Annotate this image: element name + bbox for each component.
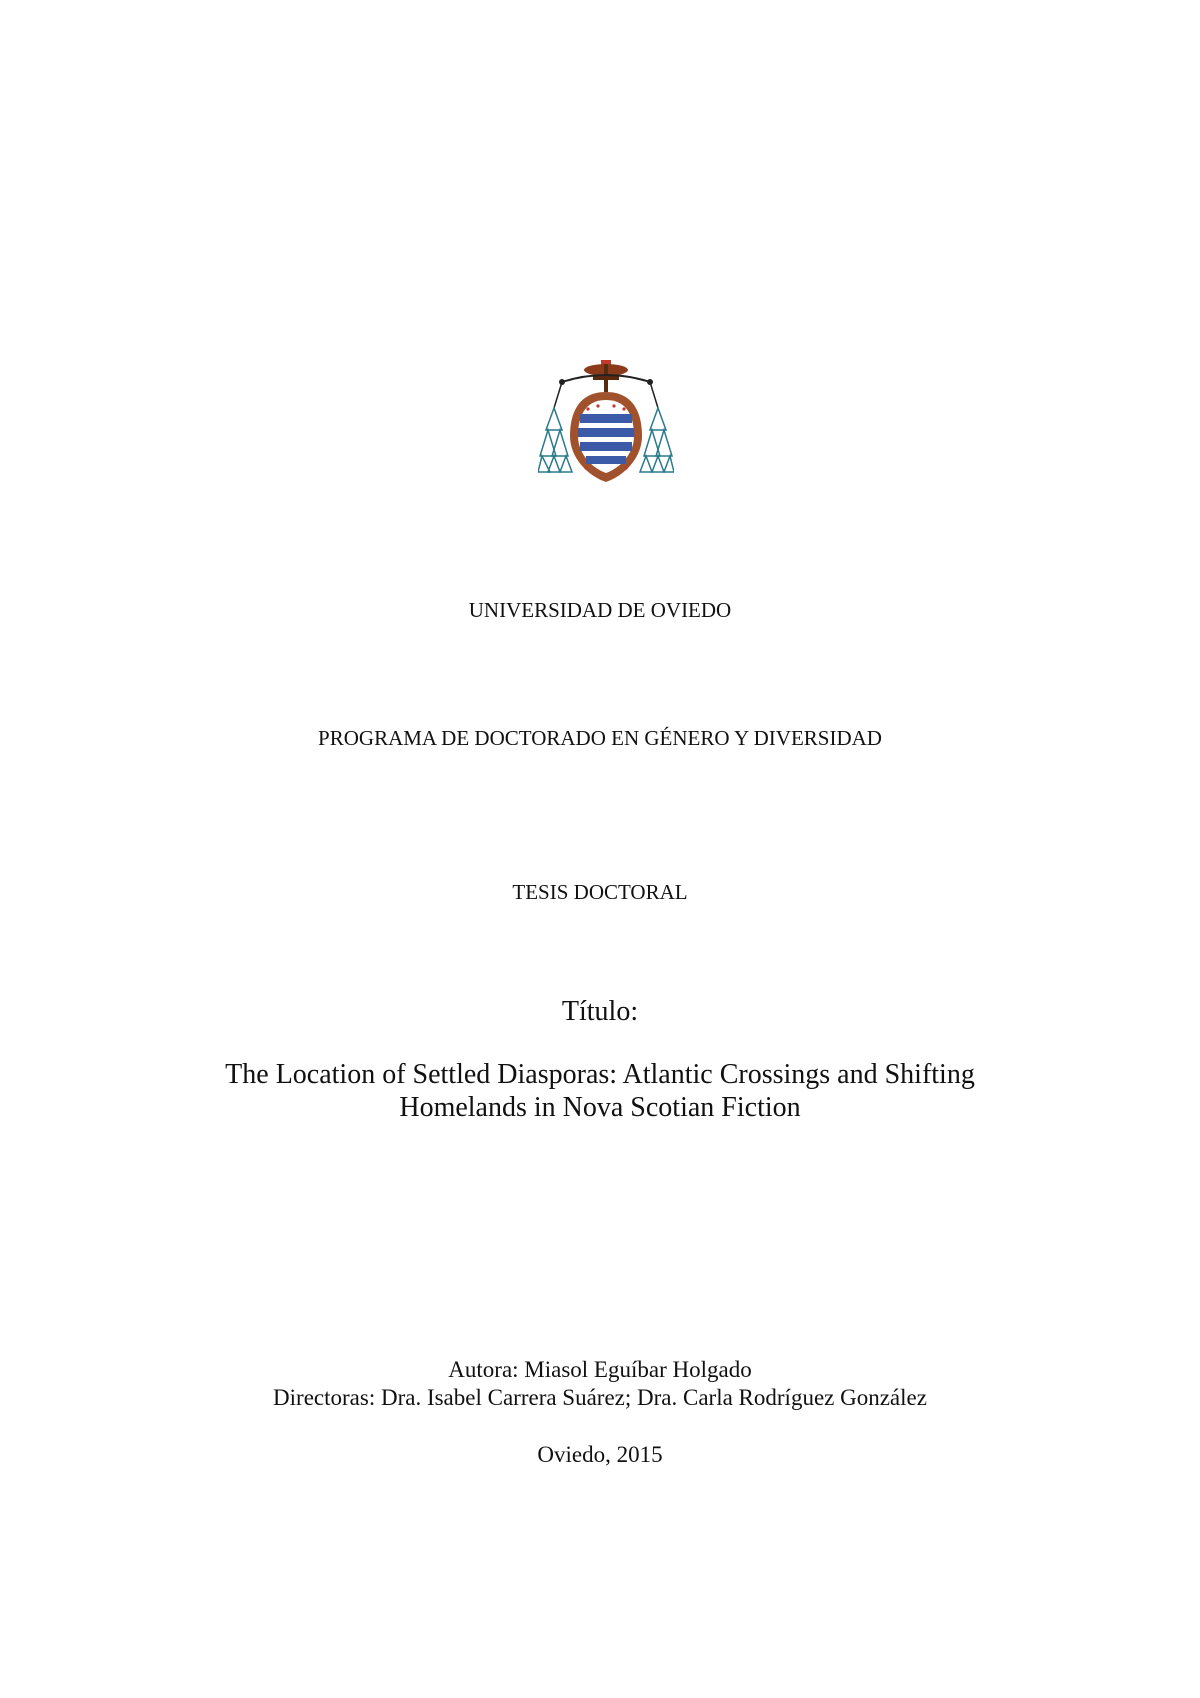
- place-and-year: Oviedo, 2015: [537, 1442, 663, 1467]
- document-type: TESIS DOCTORAL: [512, 880, 688, 904]
- thesis-title-line-1: The Location of Settled Diasporas: Atlantic Crossings and Shifting: [225, 1059, 975, 1090]
- coat-of-arms-icon: [538, 358, 674, 484]
- title-label: Título:: [561, 996, 639, 1027]
- directors: Directoras: Dra. Isabel Carrera Suárez; Dra. Carla Rodríguez González: [273, 1385, 927, 1410]
- thesis-title: [0, 1058, 1200, 1124]
- university-crest: [538, 358, 674, 484]
- doctoral-program: PROGRAMA DE DOCTORADO EN GÉNERO Y DIVERSIDAD: [318, 726, 882, 750]
- university-name: UNIVERSIDAD DE OVIEDO: [468, 598, 732, 622]
- author: Autora: Miasol Eguíbar Holgado: [448, 1357, 752, 1382]
- thesis-title-line-2: Homelands in Nova Scotian Fiction: [399, 1092, 801, 1123]
